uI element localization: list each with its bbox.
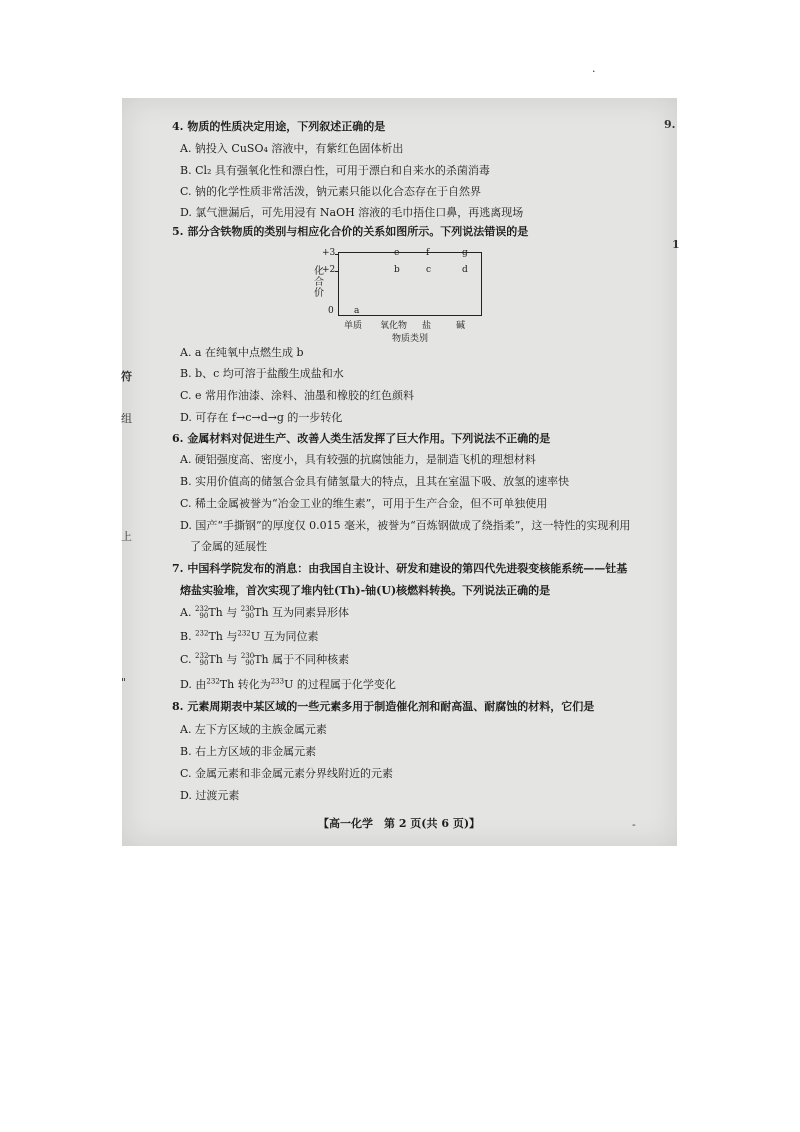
chart-point-a: a (354, 306, 360, 316)
chart-x-label: 物质类别 (392, 334, 429, 344)
left-margin-char-3: 上 (121, 530, 132, 543)
q7-option-c: C. 232 90Th 与 230 90Th 属于不同种核素 (180, 652, 350, 667)
q6-option-d-line1: D. 国产“手撕钢”的厚度仅 0.015 毫米，被誉为“百炼钢做成了绕指柔”，这一特性的实现利用 (180, 519, 631, 532)
chart-frame (338, 252, 482, 316)
q5-option-a: A. a 在纯氧中点燃生成 b (180, 346, 304, 359)
q8-option-d: D. 过渡元素 (180, 789, 240, 802)
q7-option-d: D. 由$^{232}$Th 转化为$^{233}$U 的过程属于化学变化 (180, 677, 396, 691)
page-edge-mark: 9. (664, 118, 676, 131)
q7-stem-line1: 7. 中国科学院发布的消息：由我国自主设计、研发和建设的第四代先进裂变核能系统——钍基 (172, 562, 628, 575)
x-tick-elemental: 单质 (344, 321, 363, 331)
left-margin-char-2: 组 (121, 412, 132, 425)
q6-option-c: C. 稀土金属被誉为“冶金工业的维生素”，可用于生产合金，但不可单独使用 (180, 497, 548, 510)
left-margin-char-1: 符 (121, 370, 132, 383)
q6-stem: 6. 金属材料对促进生产、改善人类生活发挥了巨大作用。下列说法不正确的是 (172, 432, 551, 445)
q8-option-c: C. 金属元素和非金属元素分界线附近的元素 (180, 767, 394, 780)
q7-option-a: A. 232 90Th 与 230 90Th 互为同素异形体 (180, 605, 350, 620)
q8-stem: 8. 元素周期表中某区域的一些元素多用于制造催化剂和耐高温、耐腐蚀的材料，它们是 (172, 700, 595, 713)
chart-point-g: g (462, 248, 468, 258)
x-tick-base: 碱 (456, 321, 466, 331)
iron-valence-chart (308, 242, 488, 344)
chart-point-b: b (394, 265, 400, 275)
chart-y-label: 化合价 (314, 266, 324, 299)
q5-option-d: D. 可存在 f→c→d→g 的一步转化 (180, 411, 343, 424)
q5-option-b: B. b、c 均可溶于盐酸生成盐和水 (180, 367, 344, 380)
top-dot: . (592, 62, 596, 75)
q6-option-a: A. 硬铝强度高、密度小，具有较强的抗腐蚀能力，是制造飞机的理想材料 (180, 453, 536, 466)
y-tickmark-2 (335, 271, 339, 272)
q7-option-b: B. $^{232}$Th 与$^{232}$U 互为同位素 (180, 629, 319, 643)
y-tick-plus3: +3 (322, 248, 336, 258)
page-footer: 【高一化学 第 2 页(共 6 页)】 (318, 817, 481, 830)
q4-option-b: B. Cl₂ 具有强氧化性和漂白性，可用于漂白和自来水的杀菌消毒 (180, 164, 490, 177)
q5-stem: 5. 部分含铁物质的类别与相应化合价的关系如图所示。下列说法错误的是 (172, 225, 529, 238)
q5-option-c: C. e 常用作油漆、涂料、油墨和橡胶的红色颜料 (180, 389, 415, 402)
q6-option-d-line2: 了金属的延展性 (190, 540, 267, 553)
x-tick-salt: 盐 (422, 321, 432, 331)
left-margin-char-4: " (121, 676, 127, 689)
chart-point-c: c (426, 265, 432, 275)
q4-option-c: C. 钠的化学性质非常活泼，钠元素只能以化合态存在于自然界 (180, 185, 482, 198)
q4-option-a: A. 钠投入 CuSO₄ 溶液中，有紫红色固体析出 (180, 142, 404, 155)
q4-option-d: D. 氯气泄漏后，可先用浸有 NaOH 溶液的毛巾捂住口鼻，再逃离现场 (180, 206, 524, 219)
y-tick-plus2: +2 (322, 265, 336, 275)
q4-stem: 4. 物质的性质决定用途，下列叙述正确的是 (172, 120, 386, 133)
x-tick-oxide: 氧化物 (380, 321, 408, 331)
footer-dash: - (632, 818, 636, 831)
chart-point-d: d (462, 265, 468, 275)
q8-option-a: A. 左下方区域的主族金属元素 (180, 723, 327, 736)
chart-point-f: f (426, 248, 430, 258)
q6-option-b: B. 实用价值高的储氢合金具有储氢量大的特点，且其在室温下吸、放氢的速率快 (180, 475, 570, 488)
chart-point-e: e (394, 248, 400, 258)
q8-option-b: B. 右上方区域的非金属元素 (180, 745, 317, 758)
right-edge-mark: 1 (672, 238, 680, 251)
q7-stem-line2: 熔盐实验堆，首次实现了堆内钍(Th)-铀(U)核燃料转换。下列说法正确的是 (180, 584, 551, 597)
y-tickmark-3 (335, 254, 339, 255)
y-tick-zero: 0 (328, 306, 334, 316)
